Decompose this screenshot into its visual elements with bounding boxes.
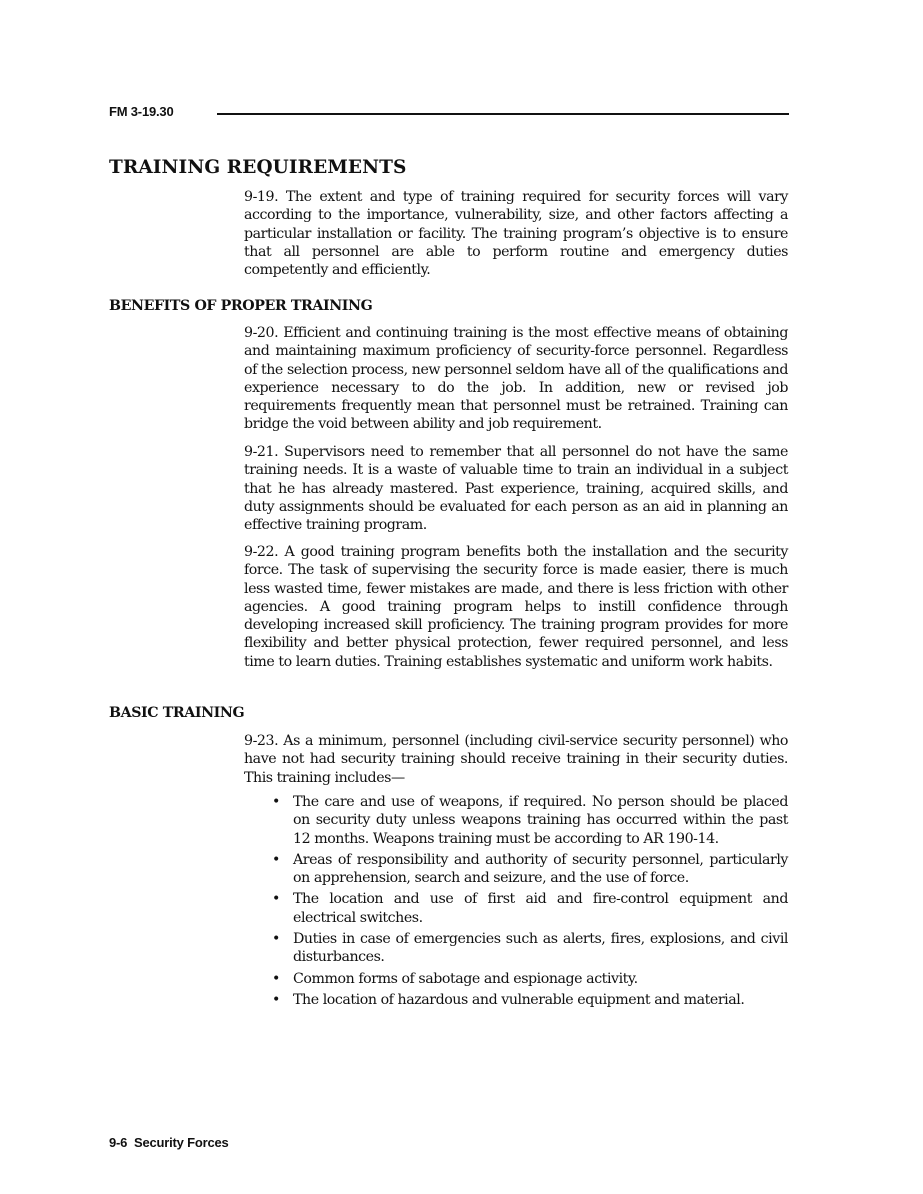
subhead-basic-training: BASIC TRAINING	[109, 705, 245, 721]
section-title: TRAINING REQUIREMENTS	[109, 157, 407, 178]
list-item: • The location of hazardous and vulnerable equipment and material.	[272, 991, 745, 1008]
paragraph-9-19: 9-19. The extent and type of training required for security forces will vary according to the importance, vulnerability, size, and other factors affecting a particular installation or facility. The training program’s objective is to ensure that all personnel are able to perform routine and emergency duties competently and efficiently.	[244, 189, 788, 279]
bullet-icon: •	[272, 970, 280, 987]
document-id: FM 3-19.30	[109, 104, 174, 119]
page-header	[109, 104, 789, 124]
paragraph-9-22: 9-22. A good training program benefits both the installation and the security force. The task of supervising the security force is made easier, there is much less wasted time, fewer mistakes are made, and there is less friction with other agencies. A good training program helps to instill confidence through developing increased skill proficiency. The training program provides for more flexibility and better physical protection, fewer required personnel, and less time to learn duties. Training establishes systematic and uniform work habits.	[244, 544, 788, 670]
training-includes-list	[244, 793, 788, 1012]
list-item: • The care and use of weapons, if required. No person should be placed on security duty unless weapons training has occurred within the past 12 months. Weapons training must be according to AR 190-14.	[272, 794, 788, 847]
subhead-benefits: BENEFITS OF PROPER TRAINING	[109, 298, 373, 314]
bullet-icon: •	[272, 891, 280, 908]
paragraph-9-21: 9-21. Supervisors need to remember that all personnel do not have the same training needs. It is a waste of valuable time to train an individual in a subject that he has already mastered. Past experience, training, acquired skills, and duty assignments should be evaluated for each person as an aid in planning an effective training program.	[244, 444, 788, 534]
list-item: • Common forms of sabotage and espionage activity.	[272, 970, 638, 987]
page-footer: 9-6 Security Forces	[109, 1135, 229, 1150]
list-item: • Areas of responsibility and authority of security personnel, particularly on apprehension, search and seizure, and the use of force.	[272, 851, 788, 887]
bullet-icon: •	[272, 991, 280, 1008]
paragraph-9-23: 9-23. As a minimum, personnel (including civil-service security personnel) who have not had security training should receive training in their security duties. This training includes—	[244, 733, 788, 786]
bullet-icon: •	[272, 794, 280, 810]
list-item: • Duties in case of emergencies such as alerts, fires, explosions, and civil disturbances.	[272, 931, 788, 966]
bullet-icon: •	[272, 931, 280, 948]
paragraph-9-20: 9-20. Efficient and continuing training is the most effective means of obtaining and maintaining maximum proficiency of security-force personnel. Regardless of the selection process, new personnel seldom have all of the qualifications and experience necessary to do the job. In addition, new or revised job requirements frequently mean that personnel must be retrained. Training can bridge the void between ability and job requirement.	[244, 325, 788, 433]
bullet-icon: •	[272, 851, 280, 868]
header-rule	[217, 113, 789, 115]
list-item: • The location and use of first aid and fire-control equipment and electrical switches.	[272, 891, 788, 926]
